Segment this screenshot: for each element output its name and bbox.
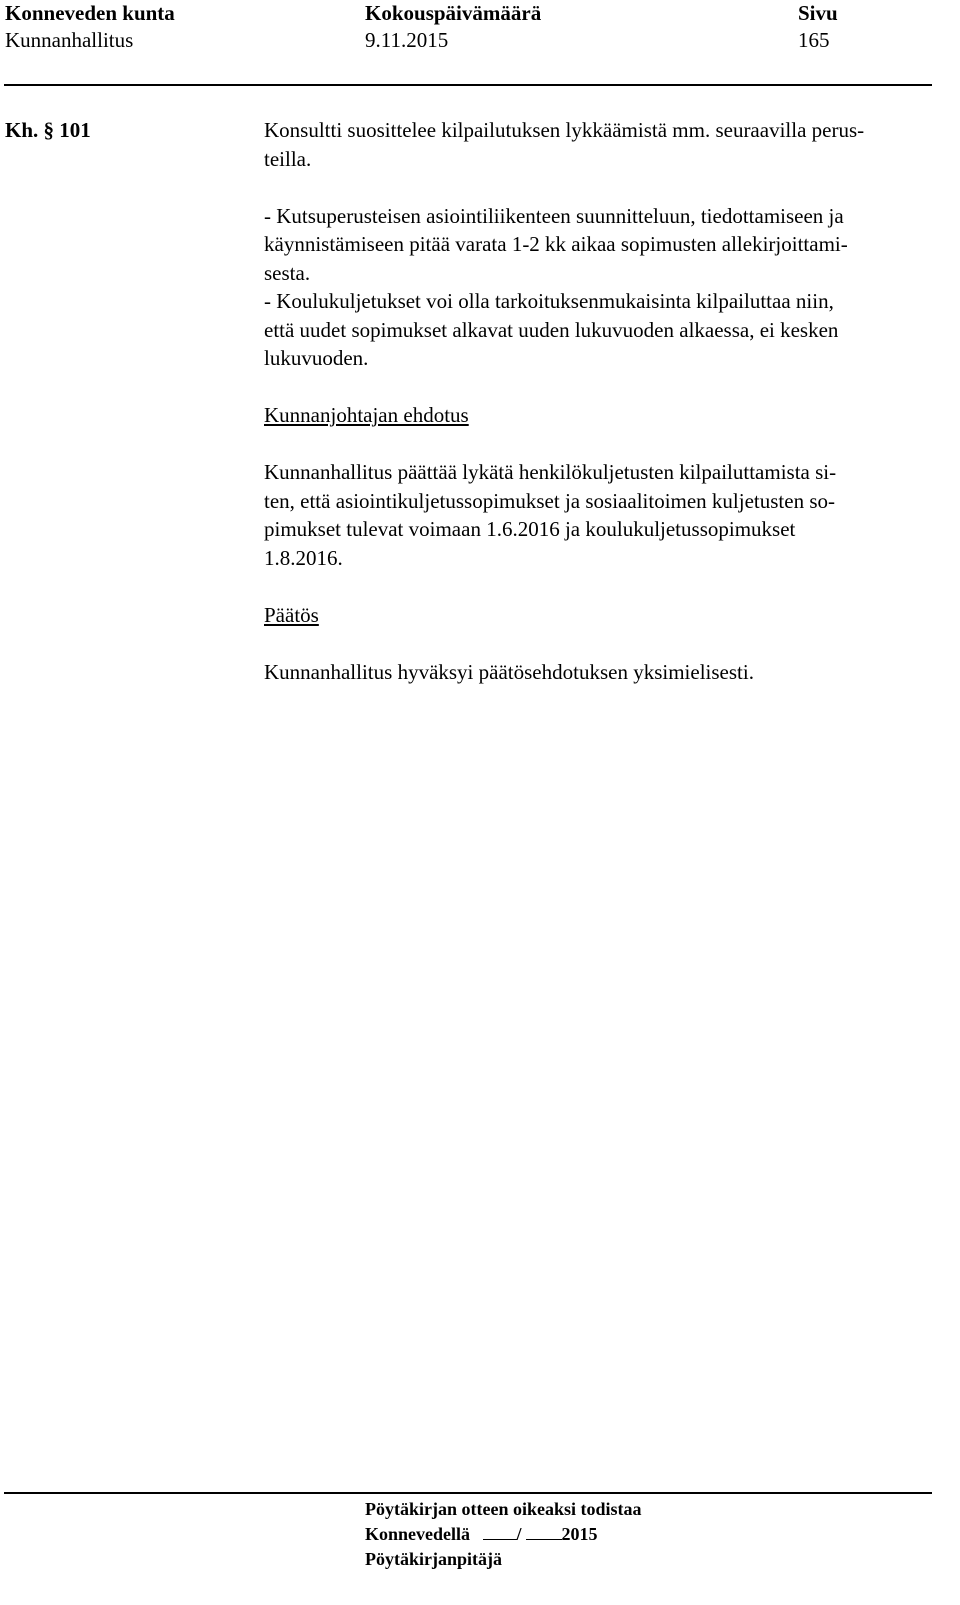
place-date-line <box>365 1522 642 1547</box>
day-blank <box>483 1523 517 1540</box>
reasons-list: - Kutsuperusteisen asiointiliikenteen suunnitteluun, tiedottamiseen ja käynnistämiseen pitää varata 1-2 kk aikaa sopimusten allekirjoittami- sesta. - Koulukuljetukset voi olla tarkoituksenmukaisinta kilpailuttaa niin, että uudet sopimukset alkavat uuden lukuvuoden alkaessa, ei kesken lukuvuoden. <box>264 203 848 370</box>
month-blank <box>526 1523 562 1540</box>
footer-divider <box>4 1492 932 1494</box>
minutes-content <box>264 116 934 686</box>
header-divider <box>4 84 932 86</box>
proposal-text: Kunnanhallitus päättää lykätä henkilökuljetusten kilpailuttamista si- ten, että asiointikuljetussopimukset ja sosiaalitoimen kuljetusten so- pimukset tulevat voimaan 1.6.2016 ja koulukuljetussopimukset 1.8.2016. <box>264 460 837 570</box>
certification-line: Pöytäkirjan otteen oikeaksi todistaa <box>365 1499 642 1519</box>
page-label: Sivu <box>798 1 838 25</box>
footer-year: 2015 <box>561 1524 598 1544</box>
section-label: Kh. § 101 <box>5 118 91 142</box>
certification-block <box>365 1497 642 1572</box>
consultant-recommendation: Konsultti suosittelee kilpailutuksen lykkäämistä mm. seuraavilla perus- teilla. <box>264 118 865 171</box>
secretary-label: Pöytäkirjanpitäjä <box>365 1549 502 1569</box>
proposal-heading: Kunnanjohtajan ehdotus <box>264 403 469 427</box>
meeting-date: 9.11.2015 <box>365 28 449 52</box>
page-number: 165 <box>798 28 830 52</box>
date-slash: / <box>516 1524 522 1544</box>
date-label: Kokouspäivämäärä <box>365 1 542 25</box>
decision-heading: Päätös <box>264 602 319 627</box>
place-name: Konnevedellä <box>365 1524 471 1544</box>
body-name: Kunnanhallitus <box>5 28 134 52</box>
organization-name: Konneveden kunta <box>5 1 175 25</box>
decision-text: Kunnanhallitus hyväksyi päätösehdotuksen yksimielisesti. <box>264 659 754 684</box>
